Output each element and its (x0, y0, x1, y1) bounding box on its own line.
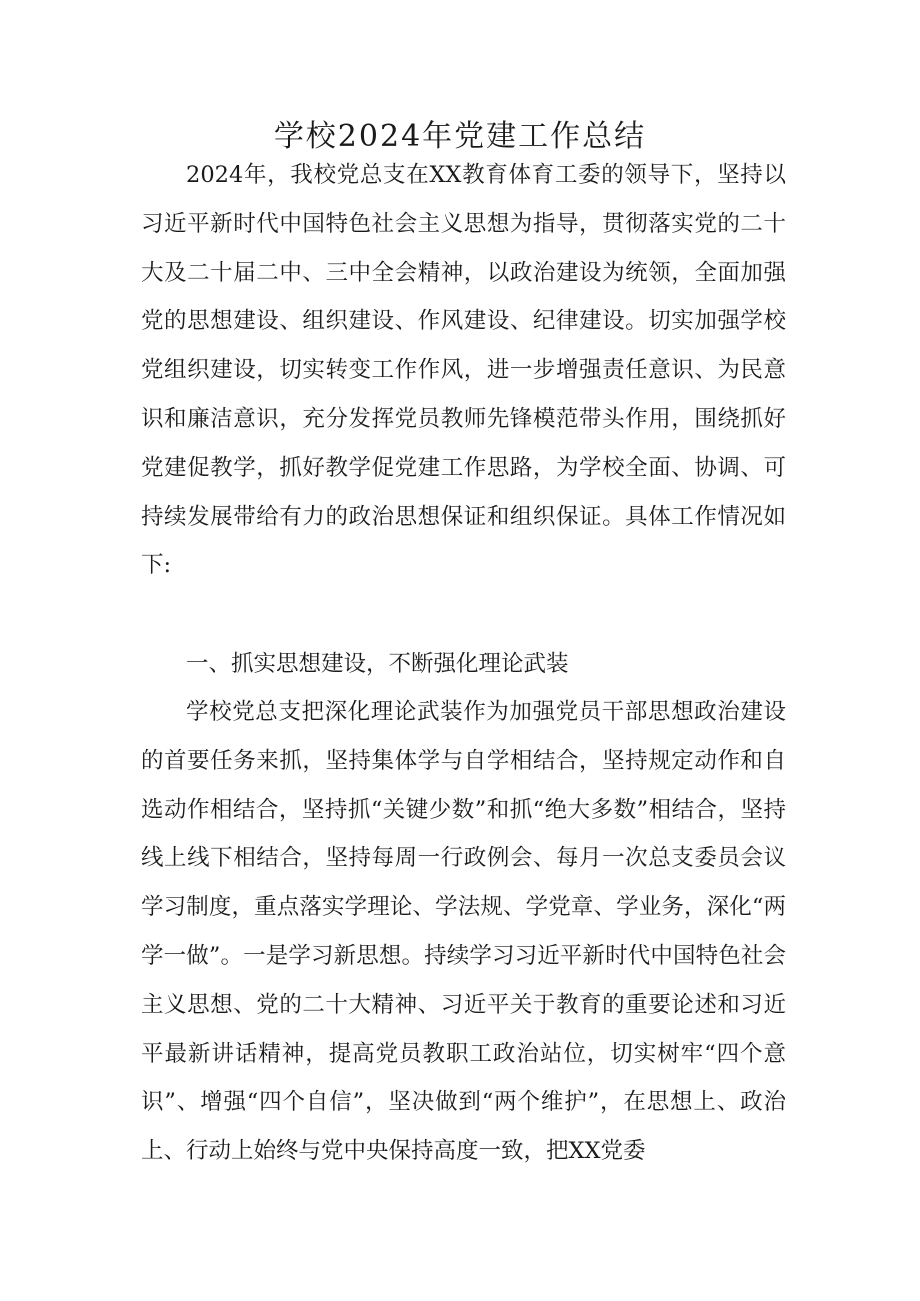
section-heading: 一、抓实思想建设，不断强化理论武装 (186, 651, 569, 677)
intro-paragraph: 2024年，我校党总支在XX教育体育工委的领导下，坚持以习近平新时代中国特色社会主义思想为指导，贯彻落实党的二十大及二十届二中、三中全会精神，以政治建设为统领，全面加强党的思想建设、组织建设、作风建设、纪律建设。切实加强学校党组织建设，切实转变工作作风，进一步增强责任意识、为民意识和廉洁意识，充分发挥党员教师先锋模范带头作用，围绕抓好党建促教学，抓好教学促党建工作思路，为学校全面、协调、可持续发展带给有力的政治思想保证和组织保证。具体工作情况如下: (141, 162, 786, 579)
document-title: 学校2024年党建工作总结 (273, 119, 647, 154)
section-paragraph: 学校党总支把深化理论武装作为加强党员干部思想政治建设的首要任务来抓，坚持集体学与自学相结合，坚持规定动作和自选动作相结合，坚持抓“关键少数”和抓“绝大多数”相结合，坚持线上线下相结合，坚持每周一行政例会、每月一次总支委员会议学习制度，重点落实学理论、学法规、学党章、学业务，深化“两学一做”。一是学习新思想。持续学习习近平新时代中国特色社会主义思想、党的二十大精神、习近平关于教育的重要论述和习近平最新讲话精神，提高党员教职工政治站位，切实树牢“四个意识”、增强“四个自信”，坚决做到“两个维护”，在思想上、政治上、行动上始终与党中央保持高度一致，把XX党委 (141, 699, 786, 1165)
